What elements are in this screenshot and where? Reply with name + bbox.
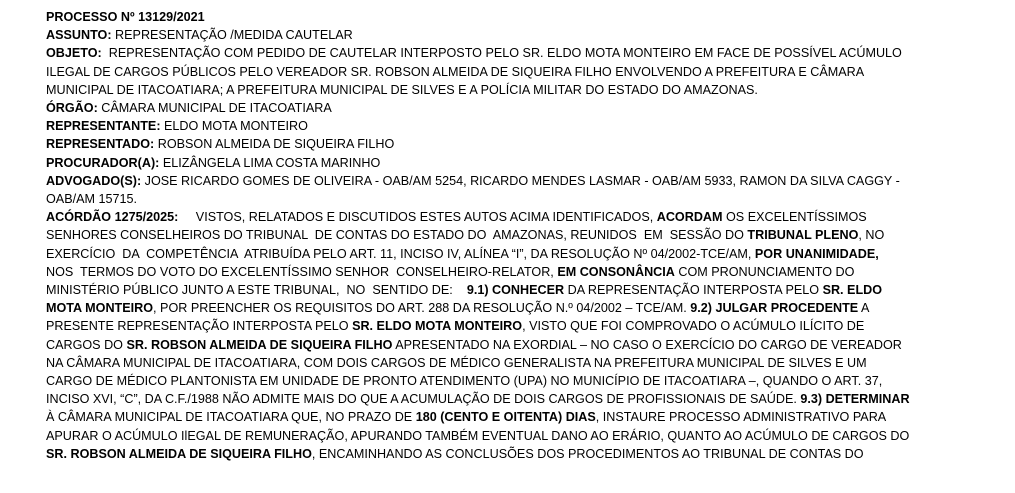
object-text-2: ILEGAL DE CARGOS PÚBLICOS PELO VEREADOR SR. ROBSON ALMEIDA DE SIQUEIRA FILHO ENVOLVENDO A PREFEITURA E CÂMARA [46, 64, 865, 79]
ruling-text-5a: MINISTÉRIO PÚBLICO JUNTO A ESTE TRIBUNAL, NO SENTIDO DE: [46, 283, 453, 298]
ruling-text-14a: SR. ROBSON ALMEIDA DE SIQUEIRA FILHO [46, 446, 312, 461]
ruling-text-7c: , VISTO QUE FOI COMPROVADO O ACÚMULO ILÍCITO DE [522, 319, 865, 334]
ruling-text-6a: MOTA MONTEIRO [46, 301, 154, 316]
ruling-text-4b: EM CONSONÂNCIA [557, 264, 675, 279]
object-text-3: MUNICIPAL DE ITACOATIARA; A PREFEITURA MUNICIPAL DE SILVES E A POLÍCIA MILITAR DO ESTADO DO AMAZONAS. [46, 82, 758, 97]
ruling-line-1 [46, 208, 965, 226]
ruling-text-4c: COM PRONUNCIAMENTO DO [678, 264, 855, 279]
ruling-line-11 [46, 390, 965, 408]
lawyers-label: ADVOGADO(S): [46, 173, 142, 188]
subject-value: REPRESENTAÇÃO /MEDIDA CAUTELAR [115, 28, 353, 43]
document-body [46, 8, 965, 463]
ruling-text-8b: SR. ROBSON ALMEIDA DE SIQUEIRA FILHO [126, 337, 393, 352]
object-label: OBJETO: [46, 46, 102, 61]
ruling-text-12a: À CÂMARA MUNICIPAL DE ITACOATIARA QUE, NO PRAZO DE [46, 410, 413, 425]
ruling-text-5b: 9.1) CONHECER [466, 283, 565, 298]
ruling-text-11b: 9.3) DETERMINAR [800, 392, 910, 407]
subject-label: ASSUNTO: [46, 28, 112, 43]
ruling-text-13: APURAR O ACÚMULO IlEGAL DE REMUNERAÇÃO, APURANDO TAMBÉM EVENTUAL DANO AO ERÁRIO, QUANTO AO ACÚMULO DE CARGOS DO [46, 428, 910, 443]
ruling-label: ACÓRDÃO 1275/2025: [46, 210, 179, 225]
lawyers-value-2: OAB/AM 15715. [46, 192, 138, 207]
object-line-2 [46, 63, 965, 81]
ruling-line-10 [46, 372, 965, 390]
organ-line [46, 99, 965, 117]
ruling-text-12b: 180 (CENTO E OITENTA) DIAS [415, 410, 596, 425]
representative-value: ELDO MOTA MONTEIRO [164, 119, 308, 134]
object-text-1: REPRESENTAÇÃO COM PEDIDO DE CAUTELAR INTERPOSTO PELO SR. ELDO MOTA MONTEIRO EM FACE DE POSSÍVEL ACÚMULO [108, 46, 902, 61]
ruling-text-1a: VISTOS, RELATADOS E DISCUTIDOS ESTES AUTOS ACIMA IDENTIFICADOS, [195, 210, 654, 225]
ruling-text-12c: , INSTAURE PROCESSO ADMINISTRATIVO PARA [595, 410, 887, 425]
ruling-text-7a: PRESENTE REPRESENTAÇÃO INTERPOSTA PELO [46, 319, 349, 334]
represented-value: ROBSON ALMEIDA DE SIQUEIRA FILHO [157, 137, 395, 152]
represented-line [46, 135, 965, 153]
ruling-line-12 [46, 408, 965, 426]
ruling-line-7 [46, 317, 965, 335]
ruling-text-9: NA CÂMARA MUNICIPAL DE ITACOATIARA, COM DOIS CARGOS DE MÉDICO GENERALISTA NA PREFEITURA MUNICIPAL DE SILVES E UM [46, 355, 867, 370]
ruling-text-6b: , POR PREENCHER OS REQUISITOS DO ART. 288 DA RESOLUÇÃO N.º 04/2002 – TCE/AM. [153, 301, 687, 316]
attorney-value: ELIZÂNGELA LIMA COSTA MARINHO [162, 155, 381, 170]
ruling-line-5 [46, 281, 965, 299]
representative-label: REPRESENTANTE: [46, 119, 161, 134]
ruling-text-7b: SR. ELDO MOTA MONTEIRO [352, 319, 523, 334]
ruling-line-8 [46, 336, 965, 354]
ruling-text-11a: INCISO XVI, “C”, DA C.F./1988 NÃO ADMITE MAIS DO QUE A ACUMULAÇÃO DE DOIS CARGOS DE PROFISSIONAIS DE SAÚDE. [46, 392, 797, 407]
lawyers-line-1 [46, 172, 965, 190]
ruling-text-10: CARGO DE MÉDICO PLANTONISTA EM UNIDADE DE PRONTO ATENDIMENTO (UPA) NO MUNICÍPIO DE ITACOATIARA –, QUANDO O ART. 37, [46, 374, 883, 389]
process-number: PROCESSO Nº 13129/2021 [46, 10, 205, 24]
lawyers-value-1: JOSE RICARDO GOMES DE OLIVEIRA - OAB/AM 5254, RICARDO MENDES LASMAR - OAB/AM 5933, RAMON DA SILVA CAGGY - [144, 173, 900, 188]
ruling-text-2c: , NO [858, 228, 885, 243]
object-line-1 [46, 44, 965, 62]
organ-value: CÂMARA MUNICIPAL DE ITACOATIARA [101, 101, 332, 116]
ruling-text-5c: DA REPRESENTAÇÃO INTERPOSTA PELO [567, 283, 820, 298]
ruling-text-6c: 9.2) JULGAR PROCEDENTE [690, 301, 859, 316]
attorney-label: PROCURADOR(A): [46, 155, 160, 170]
ruling-text-14b: , ENCAMINHANDO AS CONCLUSÕES DOS PROCEDIMENTOS AO TRIBUNAL DE CONTAS DO [311, 446, 864, 461]
ruling-line-6 [46, 299, 965, 317]
ruling-text-2b: TRIBUNAL PLENO [747, 228, 859, 243]
attorney-line [46, 154, 965, 172]
ruling-line-2 [46, 226, 965, 244]
ruling-text-8c: APRESENTADO NA EXORDIAL – NO CASO O EXERCÍCIO DO CARGO DE VEREADOR [395, 337, 902, 352]
ruling-text-1b: ACORDAM [656, 210, 723, 225]
ruling-line-4 [46, 263, 965, 281]
lawyers-line-2 [46, 190, 965, 208]
representative-line [46, 117, 965, 135]
ruling-text-1c: OS EXCELENTÍSSIMOS [726, 210, 867, 225]
object-line-3 [46, 81, 965, 99]
ruling-line-3 [46, 245, 965, 263]
ruling-text-4a: NOS TERMOS DO VOTO DO EXCELENTÍSSIMO SENHOR CONSELHEIRO-RELATOR, [46, 264, 554, 279]
represented-label: REPRESENTADO: [46, 137, 155, 152]
ruling-text-5d: SR. ELDO [822, 283, 883, 298]
ruling-line-14 [46, 445, 965, 463]
organ-label: ÓRGÃO: [46, 101, 98, 116]
ruling-line-13 [46, 427, 965, 445]
ruling-text-2a: SENHORES CONSELHEIROS DO TRIBUNAL DE CONTAS DO ESTADO DO AMAZONAS, REUNIDOS EM SESSÃO DO [46, 228, 744, 243]
process-number-line [46, 8, 965, 26]
ruling-text-3a: EXERCÍCIO DA COMPETÊNCIA ATRIBUÍDA PELO ART. 11, INCISO IV, ALÍNEA “I”, DA RESOLUÇÃO Nº 04/2002-TCE/AM, [46, 246, 752, 261]
ruling-line-9 [46, 354, 965, 372]
ruling-text-3b: POR UNANIMIDADE, [754, 246, 879, 261]
ruling-text-6d: A [861, 301, 870, 316]
ruling-text-8a: CARGOS DO [46, 337, 123, 352]
subject-line [46, 26, 965, 44]
